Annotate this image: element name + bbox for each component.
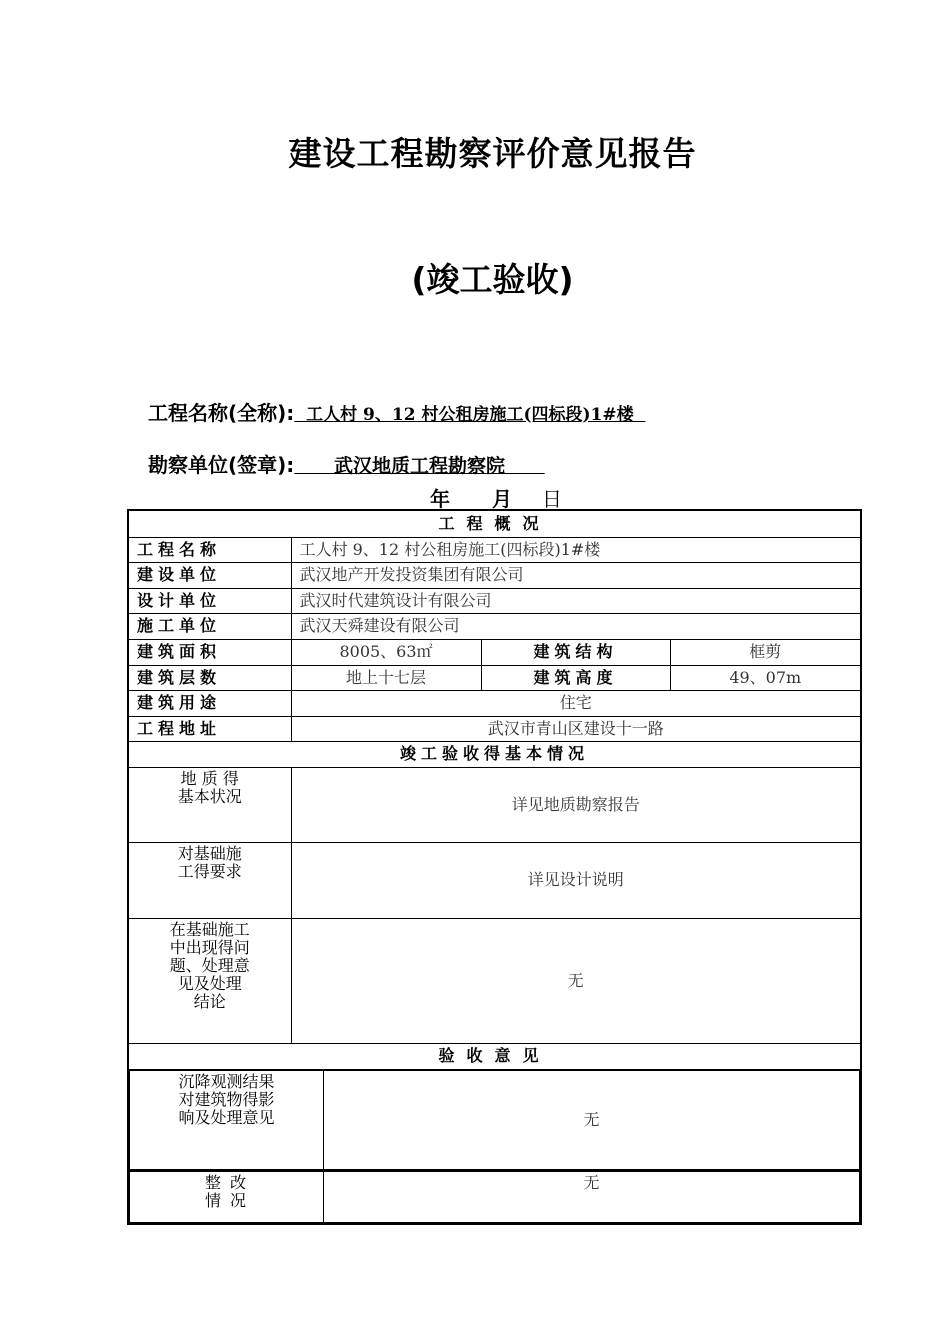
- rectify-value: 无: [324, 1171, 860, 1222]
- settlement-label-line-2: 对建筑物得影: [178, 1089, 275, 1109]
- acceptance-header: 验收意见: [128, 1043, 861, 1069]
- area-label: 建筑面积: [128, 639, 291, 665]
- address-label: 工程地址: [128, 716, 291, 741]
- completion-header: 竣工验收得基本情况: [128, 741, 861, 767]
- height-value: 49、07m: [670, 665, 861, 690]
- problems-value: 无: [291, 918, 861, 1043]
- construction-unit-row-value: 武汉天舜建设有限公司: [291, 613, 861, 639]
- client-row-value: 武汉地产开发投资集团有限公司: [291, 562, 861, 588]
- geology-label-line-2: 基本状况: [177, 786, 242, 806]
- overview-header: 工程概况: [128, 510, 861, 537]
- construction-unit-row-label: 施工单位: [128, 613, 291, 639]
- report-table: [127, 509, 862, 1225]
- foundation-requirement-label: [128, 842, 291, 918]
- client-row-label: 建设单位: [128, 562, 291, 588]
- project-name-value: 工人村 9、12 村公租房施工(四标段)1#楼: [294, 405, 646, 425]
- date-day: 日: [542, 487, 562, 511]
- geology-label-line-1: 地 质 得: [180, 768, 239, 788]
- settlement-label-line-3: 响及处理意见: [178, 1107, 275, 1127]
- rectify-row: [128, 1170, 861, 1224]
- rectify-label-line-1: 整 改: [204, 1172, 249, 1192]
- rectify-inner: [129, 1171, 860, 1223]
- rectify-label-line-2: 情 况: [204, 1190, 249, 1210]
- project-name-row-label: 工程名称: [128, 537, 291, 562]
- project-name-field: [148, 397, 645, 426]
- structure-label: 建筑结构: [481, 639, 670, 665]
- survey-unit-field: [148, 449, 545, 478]
- settlement-inner: [129, 1070, 860, 1170]
- survey-unit-value: 武汉地质工程勘察院: [294, 455, 545, 477]
- geology-label: [128, 767, 291, 842]
- structure-value: 框剪: [670, 639, 861, 665]
- design-unit-row-label: 设计单位: [128, 588, 291, 613]
- foundation-requirement-label-line-2: 工得要求: [177, 861, 242, 881]
- use-value: 住宅: [291, 690, 861, 716]
- design-unit-row-value: 武汉时代建筑设计有限公司: [291, 588, 861, 613]
- project-name-row-value: 工人村 9、12 村公租房施工(四标段)1#楼: [291, 537, 861, 562]
- survey-unit-label: 勘察单位(签章):: [148, 453, 295, 477]
- settlement-label: [130, 1070, 324, 1169]
- date-line: [430, 483, 562, 512]
- document-title: 建设工程勘察评价意见报告: [288, 134, 697, 173]
- foundation-requirement-value: 详见设计说明: [291, 842, 861, 918]
- geology-value: 详见地质勘察报告: [291, 767, 861, 842]
- settlement-row: [128, 1069, 861, 1170]
- project-name-label: 工程名称(全称):: [148, 401, 295, 425]
- settlement-value: 无: [324, 1070, 860, 1169]
- problems-label-line-3: 题、处理意: [169, 955, 250, 975]
- problems-label: [128, 918, 291, 1043]
- settlement-label-line-1: 沉降观测结果: [178, 1071, 275, 1091]
- height-label: 建筑高度: [481, 665, 670, 690]
- area-value: 8005、63㎡: [291, 639, 481, 665]
- rectify-label: [130, 1171, 324, 1222]
- address-value: 武汉市青山区建设十一路: [291, 716, 861, 741]
- floors-label: 建筑层数: [128, 665, 291, 690]
- problems-label-line-2: 中出现得问: [169, 937, 250, 957]
- problems-label-line-1: 在基础施工: [169, 919, 250, 939]
- date-year: 年: [430, 487, 450, 511]
- document-subtitle: (竣工验收): [411, 260, 574, 299]
- foundation-requirement-label-line-1: 对基础施: [177, 843, 242, 863]
- problems-label-line-5: 结论: [193, 991, 226, 1011]
- use-label: 建筑用途: [128, 690, 291, 716]
- floors-value: 地上十七层: [291, 665, 481, 690]
- problems-label-line-4: 见及处理: [177, 973, 242, 993]
- date-month: 月: [492, 487, 512, 511]
